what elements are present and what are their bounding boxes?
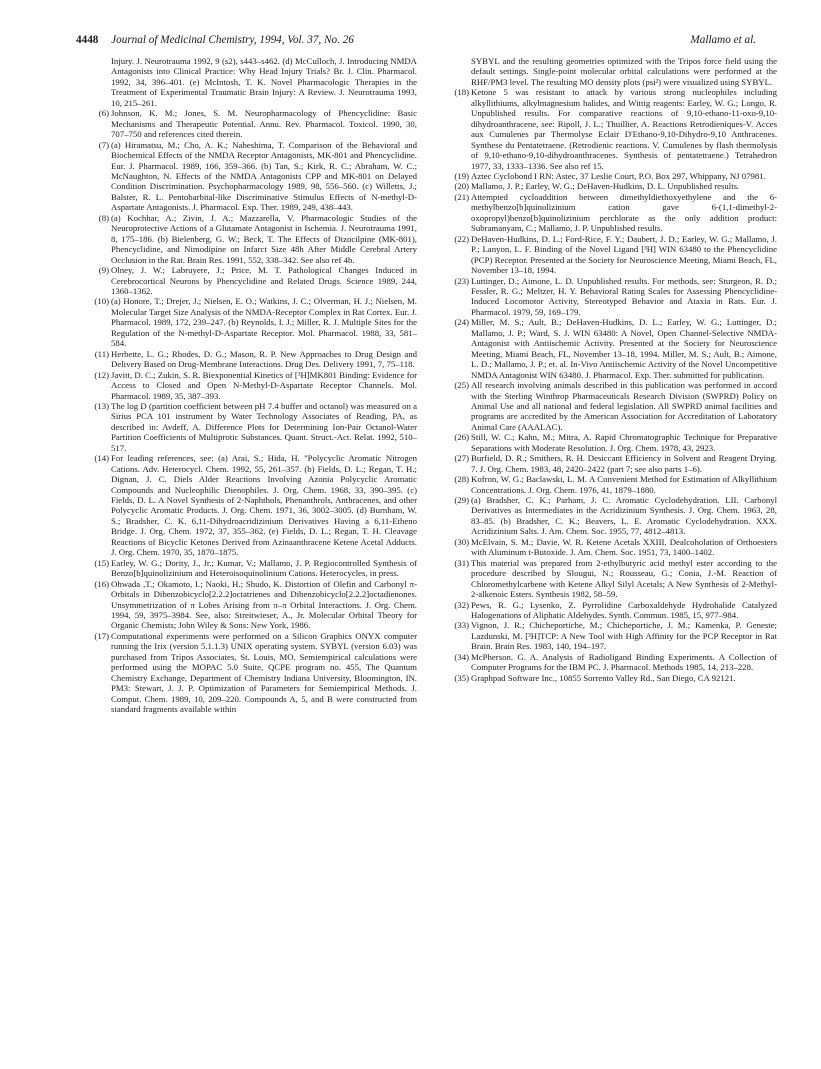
- reference-number: (22): [454, 233, 469, 244]
- reference-text: The log D (partition coefficient between pH 7.4 buffer and octanol) was measured on a Sirius PCA 101 instrument by Water Technology Associates of Reading, PA, as described in: Avdeff, A. Difference Plots for Determining Ion-Pair Octanol-Water Partition Coefficients of Multiprotic Substances. Quant. Struct.-Act. Relat. 1992, 510–517.: [111, 400, 417, 453]
- reference-text: Injury. J. Neurotrauma 1992, 9 (s2), s443–s462. (d) McCulloch, J. Introducing NMDA Antagonists into Clinical Practice: Why Head Injury Trials? Br. J. Clin. Pharmacol. 1992, 34, 396–401. (e) McIntosh, T. K. Novel Pharmacologic Therapies in the Treatment of Experimental Traumatic Brain Injury: A Review. J. Neurotrauma 1993, 10, 215–261.: [111, 56, 417, 108]
- reference-entry: [89, 108, 417, 139]
- reference-number: (12): [94, 369, 109, 380]
- reference-number: (23): [454, 275, 469, 286]
- reference-entry: [449, 171, 777, 181]
- reference-text: SYBYL and the resulting geometries optimized with the Tripos force field using the default settings. Single-point molecular orbital calculations were performed at the RHF/PM3 level. The resulting MO density plots (psi²) were visualized using SYBYL.: [471, 56, 777, 87]
- reference-entry: [89, 558, 417, 579]
- reference-number: (25): [454, 380, 469, 391]
- reference-text: This material was prepared from 2-ethylbutyric acid methyl ester according to the procedure described by Slougui, N.; Rousseau, G.; Conia, J.-M. Reaction of Chloromethylcarbene with Ketene Alkyl Silyl Acetals; A New Synthesis of 2-Methyl-2-alkenoic Esters. Synthesis 1982, 58–59.: [471, 557, 777, 600]
- reference-entry: [449, 673, 777, 683]
- reference-entry: [449, 317, 777, 380]
- reference-text: Pews, R. G.; Lysenko, Z. Pyrrolidine Carboxaldehyde Hydrohalide Catalyzed Halogenations of Aliphatic Aldehydes. Synth. Commun. 1985, 15, 977–984.: [471, 599, 777, 621]
- reference-text: Johnson, K. M.; Jones, S. M. Neuropharmacology of Phencyclidine: Basic Mechanisms and Therapeutic Potential. Annu. Rev. Pharmacol. Toxicol. 1990, 30, 707–750 and references cited therein.: [111, 108, 417, 140]
- reference-text: (a) Hiramatsu, M.; Cho, A. K.; Nabeshima, T. Comparison of the Behavioral and Biochemical Effects of the NMDA Receptor Antagonists, MK-801 and Phencyclidine. Eur. J. Pharmacol. 1989, 166, 359–366. (b) Tan, S.; Kirk, R. C.; Abraham, W. C.; McNaughton, N. Effects of the NMDA Antagonists CPP and MK-801 on Delayed Condition Discrimination. Psychopharmacology 1989, 98, 556–560. (c) Willetts, J.; Balster, R. L. Pentobarbital-like Discriminative Stimulus Effects of N-methyl-D-Aspartate Antagonists. J. Pharmacol. Exp. Ther. 1989, 249, 438–443.: [111, 139, 417, 213]
- reference-text: Graphpad Software Inc., 10855 Sorrento Valley Rd., San Diego, CA 92121.: [471, 672, 736, 683]
- running-authors: Mallamo et al.: [690, 34, 756, 46]
- reference-text: Attempted cycloaddition between dimethyldiethoxyethylene and the 6-methylbenzo[b]quinolizinium cation gave 6-(1,1-dimethyl-2-oxopropyl)benzo[b]quinolizinium perchlorate as the only addition product: Subramanyam, C.; Mallamo, J. P. Unpublished results.: [471, 191, 777, 234]
- reference-number: (35): [454, 672, 469, 683]
- page-header: [76, 34, 756, 50]
- reference-number: (20): [454, 181, 469, 192]
- reference-entry: [449, 652, 777, 673]
- reference-number: (8): [98, 212, 109, 223]
- reference-text: Miller, M. S.; Ault, B.; DeHaven-Hudkins, D. L.; Earley, W. G.; Luttinger, D.; Mallamo, J. P.; Ward, S. J. WIN 63480: A Novel, Open Channel-Selective NMDA-Antagonist with Antiischemic Activity. Presented at the Society for Neuroscience Meeting, Miami Beach, FL, November 13–18, 1994. Miller, M. S.; Ault, B.; Aimone, L. D.; Mallamo, J. P.; et. al. In-Vivo Antiischemic Activity of the Novel Uncompetitive NMDA Antagonist WIN 63480. J. Pharmacol. Exp. Ther. submitted for publication.: [471, 317, 777, 380]
- reference-text: Earley, W. G.; Dority, J., Jr.; Kumar, V.; Mallamo, J. P. Regiocontrolled Synthesis of Benzo[b]quinolizinium and Heteroisoquinolinium Cations. Heterocycles, in press.: [111, 557, 417, 579]
- reference-text: McElvain, S. M.; Davie, W. R. Ketene Acetals XXIII. Dealcoholation of Orthoesters with Aluminum t-Butoxide. J. Am. Chem. Soc. 1951, 73, 1400–1402.: [471, 536, 777, 558]
- reference-text: Javitt, D. C.; Zukin, S. R. Biexponential Kinetics of [³H]MK801 Binding: Evidence for Access to Closed and Open N-Methyl-D-Aspartate Receptor Channels. Mol. Pharmacol. 1989, 35, 387–393.: [111, 369, 417, 401]
- reference-text: Aztec Cyclobond I RN: Astec, 37 Leslie Court, P.O. Box 297, Whippany, NJ 07981.: [471, 170, 766, 181]
- reference-number: (15): [94, 557, 109, 568]
- reference-number: (10): [94, 296, 109, 307]
- reference-number: (30): [454, 536, 469, 547]
- reference-entry: [89, 213, 417, 265]
- reference-entry: [449, 474, 777, 495]
- reference-text: (a) Kochhar, A.; Zivin, J. A.; Mazzarella, V. Pharmacologic Studies of the Neuroprotective Actions of a Glutamate Antagonist in Ischemia. J. Neurotrauma 1991, 8, 175–186. (b) Bielenberg, G. W.; Beck, T. The Effects of Dizocilpine (MK-801), Phencyclidine, and Nimodipine on Infarct Size 48h After Middle Cerebral Artery Occlusion in the Rat. Brain Res. 1991, 552, 338–342. See also ref 4b.: [111, 212, 417, 265]
- reference-entry: [449, 495, 777, 537]
- reference-entry: [89, 56, 417, 108]
- reference-text: Luttinger, D.; Aimone, L. D. Unpublished results. For methods, see: Sturgeon, R. D.; Fessler, R. G.; Meltzer, H. Y. Behavioral Rating Scales for Assessing Phencyclidine-Induced Locomotor Activity, Stereotyped Behavior and Ataxia in Rats. Eur. J. Pharmacol. 1979, 59, 169–179.: [471, 275, 777, 317]
- reference-entry: [89, 453, 417, 558]
- reference-entry: [89, 631, 417, 715]
- reference-text: Still, W. C.; Kahn, M.; Mitra, A. Rapid Chromatographic Technique for Preparative Separations with Moderate Resolution. J. Org. Chem. 1978, 43, 2923.: [471, 432, 777, 453]
- reference-entry: [89, 401, 417, 453]
- reference-number: (29): [454, 495, 469, 506]
- reference-text: Olney, J. W.; Labruyere, J.; Price, M. T. Pathological Changes Induced in Cerebrocortical Neurons by Phencyclidine and Related Drugs. Science 1989, 244, 1360–1362.: [111, 265, 417, 296]
- reference-number: (21): [454, 191, 469, 202]
- reference-number: (34): [454, 651, 469, 662]
- reference-entry: [449, 181, 777, 191]
- reference-number: (6): [98, 108, 109, 119]
- reference-entry: [449, 432, 777, 453]
- reference-entry: [449, 558, 777, 600]
- reference-number: (32): [454, 599, 469, 610]
- reference-text: Mallamo, J. P.; Earley, W. G.; DeHaven-Hudkins, D. L. Unpublished results.: [471, 181, 740, 192]
- page-number: 4448: [76, 34, 99, 46]
- references-left-column: [89, 56, 417, 715]
- reference-text: All research involving animals described in this publication was performed in accord with the Sterling Winthrop Pharmaceuticals Research Division (SWPRD) Policy on Animal Use and all national and federal legislation. All SWPRD animal facilities and programs are accredited by the American Association for Accreditation of Laboratory Animal Care (AAALAC).: [471, 380, 777, 432]
- reference-entry: [449, 537, 777, 558]
- reference-number: (19): [454, 170, 469, 181]
- reference-entry: [89, 370, 417, 401]
- reference-number: (18): [454, 87, 469, 98]
- reference-number: (31): [454, 557, 469, 568]
- reference-text: Herbette, L. G.; Rhodes, D. G.; Mason, R. P. New Approaches to Drug Design and Delivery Based on Drug-Membrane Interactions. Drug Des. Delivery 1991, 7, 75–118.: [111, 348, 417, 370]
- reference-number: (28): [454, 474, 469, 485]
- journal-citation: Journal of Medicinal Chemistry, 1994, Vol. 37, No. 26: [111, 34, 354, 46]
- reference-entry: [449, 620, 777, 651]
- reference-number: (7): [98, 139, 109, 150]
- reference-text: Computational experiments were performed on a Silicon Graphics ONYX computer running the Irix (version 5.1.1.3) UNIX operating system. SYBYL (version 6.03) was purchased from Tripos Associates, St. Louis, MO. Semiempirical calculations were performed using the MOPAC 5.0 Suite, QCPE program no. 455, The Quantum Chemistry Exchange, Department of Chemistry Indiana University, Bloomington, IN. PM3: Stewart, J. J. P. Optimization of Parameters for Semiempirical Methods. J. Comput. Chem. 1989, 10, 209–220. Compounds A, 5, and B were constructed from standard fragments available within: [111, 630, 417, 715]
- reference-text: Ketone 5 was resistant to attack by various strong nucleophiles including alkyllithiums, alkylmagnesium halides, and Wittig reagents: Earley, W. G.; Longo, R. Unpublished results. For comparative reactions of 9,10-ethano-11-oxo-9,10-dihydroanthracene, see: Ripoll, J. L.; Thuillier, A. Reactions Retrodieniques-V. Acces aux Cumulenes par Thermolyse Eclair D'Ethano-9,10-Dihydro-9,10 Anthracenes. Synthese du Pentatetraene. (Retrodienic reactions. V. Cumulenes by flash thermolysis of 9,10-ethano-9,10-dihydroanthracenes. Synthesis of pentatetraene.) Tetrahedron 1977, 33, 1333–1336. See also ref 15.: [471, 87, 777, 171]
- reference-number: (14): [94, 453, 109, 464]
- reference-text: For leading references, see: (a) Arai, S.; Hida, H. "Polycyclic Aromatic Nitrogen Cations. Adv. Heterocycl. Chem. 1992, 55, 261–357. (b) Fields, D. L.; Regan, T. H.; Dignan, J. C. Diels Alder Reactions Involving Azonia Polycyclic Aromatic Compounds and Nucleophilic Dienophiles. J. Org. Chem. 1968, 33, 390–395. (c) Fields, D. L. A Novel Synthesis of 2-Naphthols, Phenanthrols, Anthracenes, and other Polycyclic Aromatic Products. J. Org. Chem. 1971, 36, 3002–3005. (d) Burnham, W. S.; Bradsher, C. K. 6,11-Dihydroacridizinium Derivatives Having a 6,11-Etheno Bridge. J. Org. Chem. 1972, 37, 355–362. (e) Fields, D. L.; Regan, T. H. Cleavage Reactions of Bicyclic Ketones Derived from Azinaanthracene Ketene Acetal Adducts. J. Org. Chem. 1970, 35, 1870–1875.: [111, 453, 417, 558]
- reference-number: (9): [98, 265, 109, 276]
- reference-text: (a) Honore, T.; Drejer, J.; Nielsen, E. O.; Watkins, J. C.; Olverman, H. J.; Nielsen, M. Molecular Target Size Analysis of the NMDA-Receptor Complex in Rat Cortex. Eur. J. Pharmacol. 1989, 172, 239–247. (b) Reynolds, I. J.; Miller, R. J. Multiple Sites for the Regulation of the N-methyl-D-Aspartate Receptor. Mol. Pharmacol. 1988, 33, 581–584.: [111, 296, 417, 349]
- reference-entry: [89, 349, 417, 370]
- reference-number: (24): [454, 317, 469, 328]
- header-left: [76, 34, 354, 46]
- references-right-column: [449, 56, 777, 683]
- reference-number: (26): [454, 432, 469, 443]
- reference-text: (a) Bradsher, C. K.; Parham, J. C. Aromatic Cyclodehydration. LII. Carbonyl Derivatives as Intermediates in the Acridizinium Synthesis. J. Org. Chem. 1963, 28, 83–85. (b) Bradsher, C. K.; Beavers, L. E. Aromatic Cyclodehydration. XXX. Acridizinium Salts. J. Am. Chem. Soc. 1955, 77, 4812–4813.: [471, 495, 777, 537]
- reference-entry: [449, 56, 777, 87]
- reference-entry: [89, 579, 417, 631]
- reference-text: Kofron, W. G.; Baclawski, L. M. A Convenient Method for Estimation of Alkyllithium Concentrations. J. Org. Chem. 1976, 41, 1879–1880.: [471, 474, 777, 495]
- reference-entry: [449, 380, 777, 432]
- reference-number: (27): [454, 453, 469, 464]
- reference-entry: [449, 600, 777, 621]
- reference-entry: [449, 192, 777, 234]
- reference-text: Vignon, J. R.; Chicheportiche, M.; Chicheportiche, J. M.; Kamenka, P. Geneste; Lazdunski, M. [³H]TCP: A New Tool with High Affinity for the PCP Receptor in Rat Brain. Brain Res. 1983, 140, 194–197.: [471, 620, 777, 652]
- reference-entry: [89, 265, 417, 296]
- reference-entry: [89, 140, 417, 213]
- reference-entry: [449, 87, 777, 171]
- reference-number: (13): [94, 400, 109, 411]
- reference-text: Ohwada ,T.; Okamoto, I.; Naoki, H.; Shudo, K. Distortion of Olefin and Carbonyl π-Orbitals in Dibenzobicyclo[2.2.2]octatrienes and Dibenzobicyclo[2.2.2]octadienones. Unsymmetrization of π Lobes Arising from π–π Orbital Interactions. J. Org. Chem. 1994, 59, 3975–3984. See, also: Streitwieser, A., Jr. Molecular Orbital Theory for Organic Chemists; John Wiley & Sons: New York, 1986.: [111, 578, 417, 631]
- reference-number: (16): [94, 578, 109, 589]
- reference-entry: [449, 453, 777, 474]
- reference-entry: [449, 276, 777, 318]
- reference-number: (33): [454, 620, 469, 631]
- reference-text: Burfield, D. R.; Smithers, R. H. Desiccant Efficiency in Solvent and Reagent Drying. 7. J. Org. Chem. 1983, 48, 2420–2422 (part 7; see also parts 1–6).: [471, 453, 777, 474]
- reference-entry: [449, 234, 777, 276]
- reference-entry: [89, 296, 417, 348]
- reference-number: (17): [94, 630, 109, 641]
- reference-text: DeHaven-Hudkins, D. L.; Ford-Rice, F. Y.; Daubert, J. D.; Earley, W. G.; Mallamo, J. P.; Lanyon, L. F. Binding of the Novel Ligand [³H] WIN 63480 to the Phencyclidine (PCP) Receptor. Presented at the Society for Neuroscience Meeting, Miami Beach, FL, November 13–18, 1994.: [471, 233, 777, 276]
- reference-number: (11): [94, 348, 109, 359]
- reference-text: McPherson. G. A. Analysis of Radioligand Binding Experiments. A Collection of Computer Programs for the IBM PC. J. Pharmacol. Methods 1985, 14, 213–228.: [471, 651, 777, 673]
